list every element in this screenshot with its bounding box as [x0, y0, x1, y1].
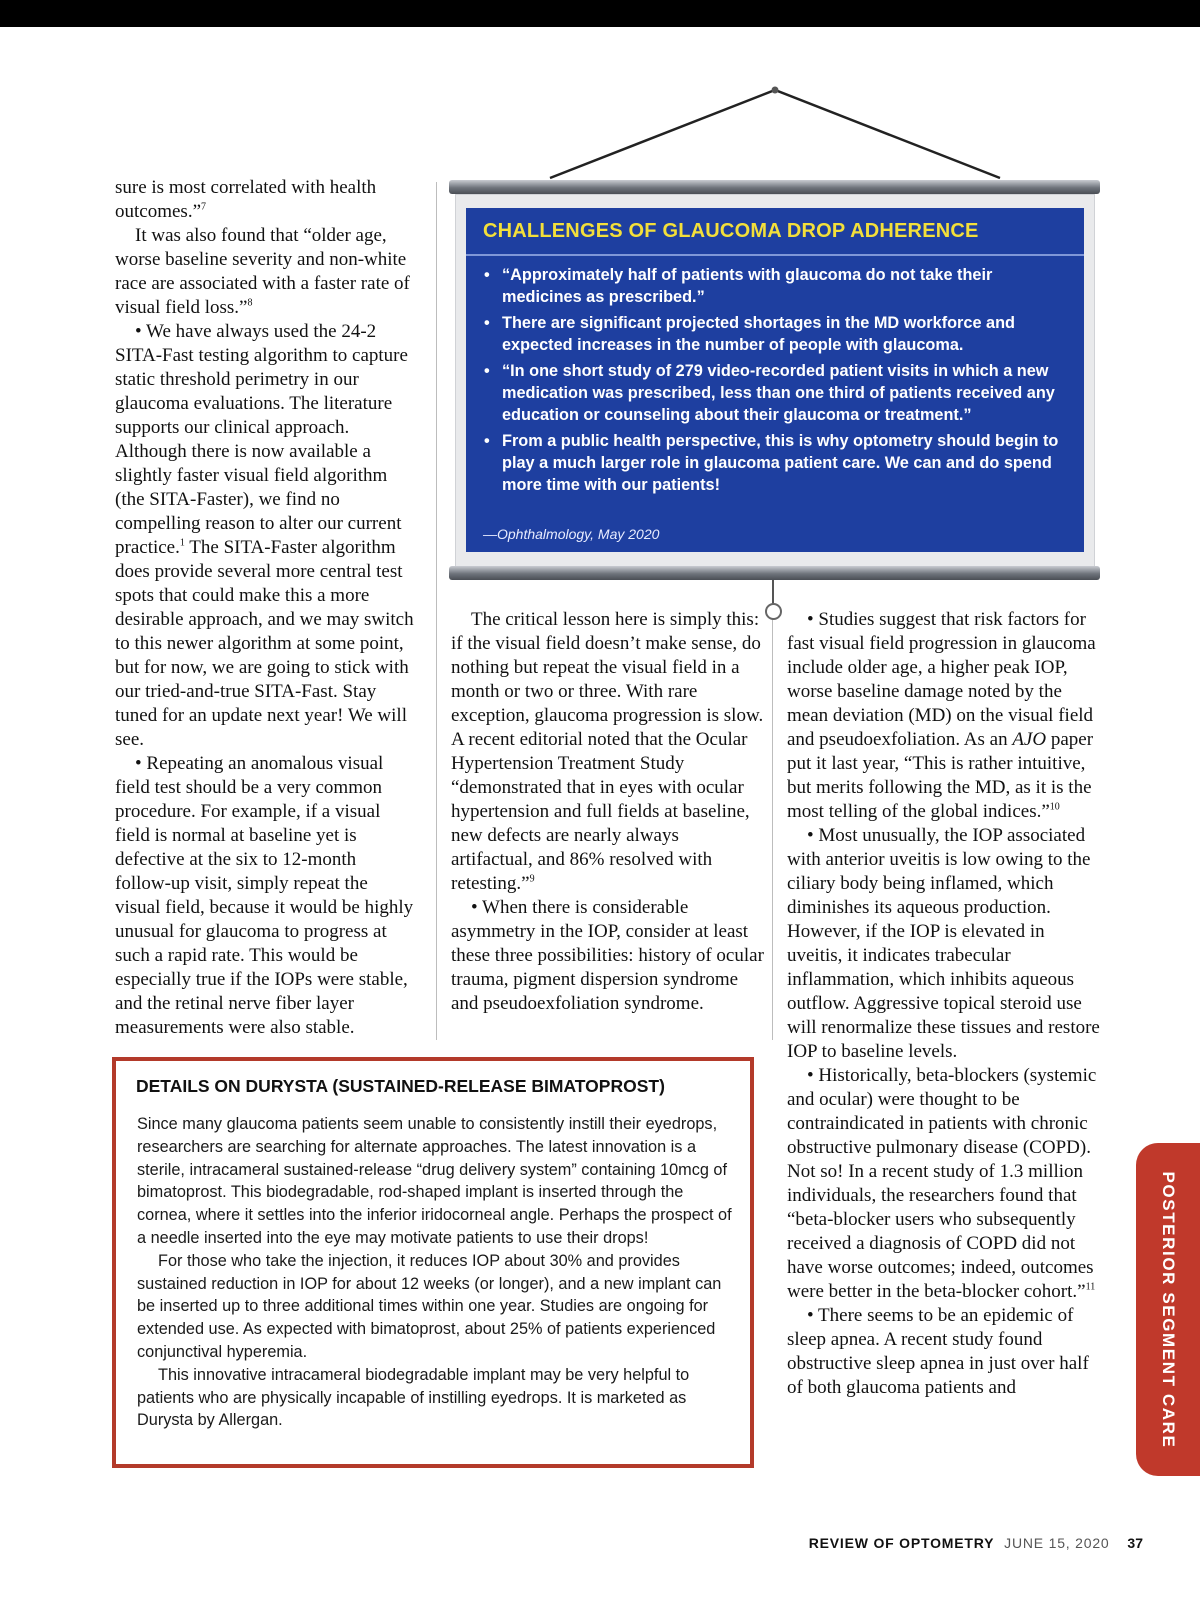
paragraph: • Historically, beta-blockers (systemic and ocular) were thought to be contraindicated in patients with chronic obstructive pulmonary disease (COPD). Not so! In a recent study of 1.3 million individuals, the researchers found that “beta-blocker users who subsequently received a diagnosis of COPD did not have worse outcomes; indeed, outcomes were better in the beta-blocker cohort.”$^{11}$ — [787, 1065, 1097, 1302]
callout-divider — [466, 254, 1084, 256]
sidebar-paragraph: Since many glaucoma patients seem unable to consistently instill their eyedrops, researchers are searching for alternate approaches. The latest innovation is a sterile, intracameral sustained-release “drug delivery system” containing 10mcg of bimatoprost. This biodegradable, rod-shaped implant is inserted through the cornea, where it settles into the inferior iridocorneal angle. Perhaps the prospect of a needle inserted into the eye may motivate patients to use their drops! — [137, 1115, 732, 1247]
callout-bullet: • “In one short study of 279 video-recorded patient visits in which a new medication was prescribed, less than one third of patients received any education or counseling about their glaucoma or treatment.” — [484, 360, 1074, 426]
callout-source: —Ophthalmology, May 2020 — [483, 526, 660, 542]
paragraph: • Most unusually, the IOP associated with anterior uveitis is low owing to the ciliary body being inflamed, which diminishes its aqueous production. However, if the IOP is elevated in uveitis, it indicates trabecular inflammation, which inhibits aqueous outflow. Aggressive topical steroid use will renormalize these tissues and restore IOP to baseline levels. — [787, 825, 1100, 1062]
paragraph: • We have always used the 24-2 SITA-Fast testing algorithm to capture static threshold perimetry in our glaucoma evaluations. The literature supports our clinical approach. Although there is now available a slightly faster visual field algorithm (the SITA-Faster), we find no compelling reason to alter our current practice.$^1$ The SITA-Faster algorithm does provide several more central test spots that could make this a more desirable approach, and we may switch to this newer algorithm at some point, but for now, we are going to stick with our tried-and-true SITA-Fast. Stay tuned for an update next year! We will see. — [115, 321, 414, 750]
hanging-wire — [540, 82, 1010, 182]
right-text-column — [787, 608, 1102, 1400]
sidebar-body — [137, 1113, 737, 1432]
page-number: 37 — [1127, 1535, 1143, 1551]
column-rule — [436, 182, 437, 1040]
paragraph: sure is most correlated with health outcomes.”$^7$ — [115, 177, 377, 222]
pull-ring-icon — [765, 603, 782, 620]
callout-bullet-list — [484, 264, 1074, 500]
paragraph: • Repeating an anomalous visual field test should be a very common procedure. For example, if a visual field is normal at baseline yet is defective at the six to 12-month follow-up visit, simply repeat the visual field, because it would be highly unusual for glaucoma to progress at such a rapid rate. This would be especially true if the IOPs were stable, and the retinal nerve fiber layer measurements were also stable. — [115, 753, 414, 1038]
sidebar-paragraph: For those who take the injection, it reduces IOP about 30% and provides sustained reduction in IOP for about 12 weeks (or longer), and a new implant can be inserted up to three additional times within one year. Studies are ongoing for extended use. As expected with bimatoprost, about 25% of patients experienced conjunctival hyperemia. — [137, 1251, 722, 1361]
sidebar-paragraph: This innovative intracameral biodegradable implant may be very helpful to patients who are physically incapable of instilling eyedrops. It is marketed as Durysta by Allergan. — [137, 1365, 690, 1430]
paragraph: It was also found that “older age, worse baseline severity and non-white race are associated with a faster rate of visual field loss.”$^8$ — [115, 225, 410, 318]
publication-name: REVIEW OF OPTOMETRY — [808, 1535, 995, 1551]
sidebar-title: DETAILS ON DURYSTA (SUSTAINED-RELEASE BIMATOPROST) — [136, 1076, 665, 1096]
callout-bullet: • There are significant projected shortages in the MD workforce and expected increases in the number of people with glaucoma. — [484, 312, 1074, 356]
callout-bullet: • “Approximately half of patients with glaucoma do not take their medicines as prescribed.” — [484, 264, 1074, 308]
section-tab-label: POSTERIOR SEGMENT CARE — [1159, 1170, 1178, 1449]
page-footer — [809, 1535, 1143, 1551]
paragraph: • Studies suggest that risk factors for fast visual field progression in glaucoma include older age, a higher peak IOP, worse baseline damage noted by the mean deviation (MD) on the visual field and pseudoexfoliation. As an AJO paper put it last year, “This is rather intuitive, but merits following the MD, as it is the most telling of the global indices.”$^{10}$ — [787, 609, 1096, 822]
screen-bottom-roller — [449, 566, 1100, 580]
top-black-bar — [0, 0, 1200, 27]
paragraph: • When there is considerable asymmetry in the IOP, consider at least these three possibilities: history of ocular trauma, pigment dispersion syndrome and pseudoexfoliation syndrome. — [451, 897, 764, 1014]
column-rule — [772, 612, 773, 1040]
paragraph: • There seems to be an epidemic of sleep apnea. A recent study found obstructive sleep apnea in just over half of both glaucoma patients and — [787, 1305, 1089, 1398]
middle-text-column — [451, 608, 764, 1016]
left-text-column — [115, 176, 415, 1040]
issue-date: JUNE 15, 2020 — [1004, 1535, 1110, 1551]
adherence-callout-panel — [466, 208, 1084, 552]
callout-title: CHALLENGES OF GLAUCOMA DROP ADHERENCE — [483, 220, 979, 242]
section-tab — [1136, 1143, 1200, 1476]
screen-top-roller — [449, 180, 1100, 194]
paragraph: The critical lesson here is simply this: if the visual field doesn’t make sense, do nothing but repeat the visual field in a month or two or three. With rare exception, glaucoma progression is slow. A recent editorial noted that the Ocular Hypertension Treatment Study “demonstrated that in eyes with ocular hypertension and full fields at baseline, new defects are nearly always artifactual, and 86% resolved with retesting.”$^9$ — [451, 609, 764, 894]
callout-bullet: • From a public health perspective, this is why optometry should begin to play a much larger role in glaucoma patient care. We can and do spend more time with our patients! — [484, 430, 1074, 496]
durysta-sidebar-box — [112, 1057, 754, 1468]
